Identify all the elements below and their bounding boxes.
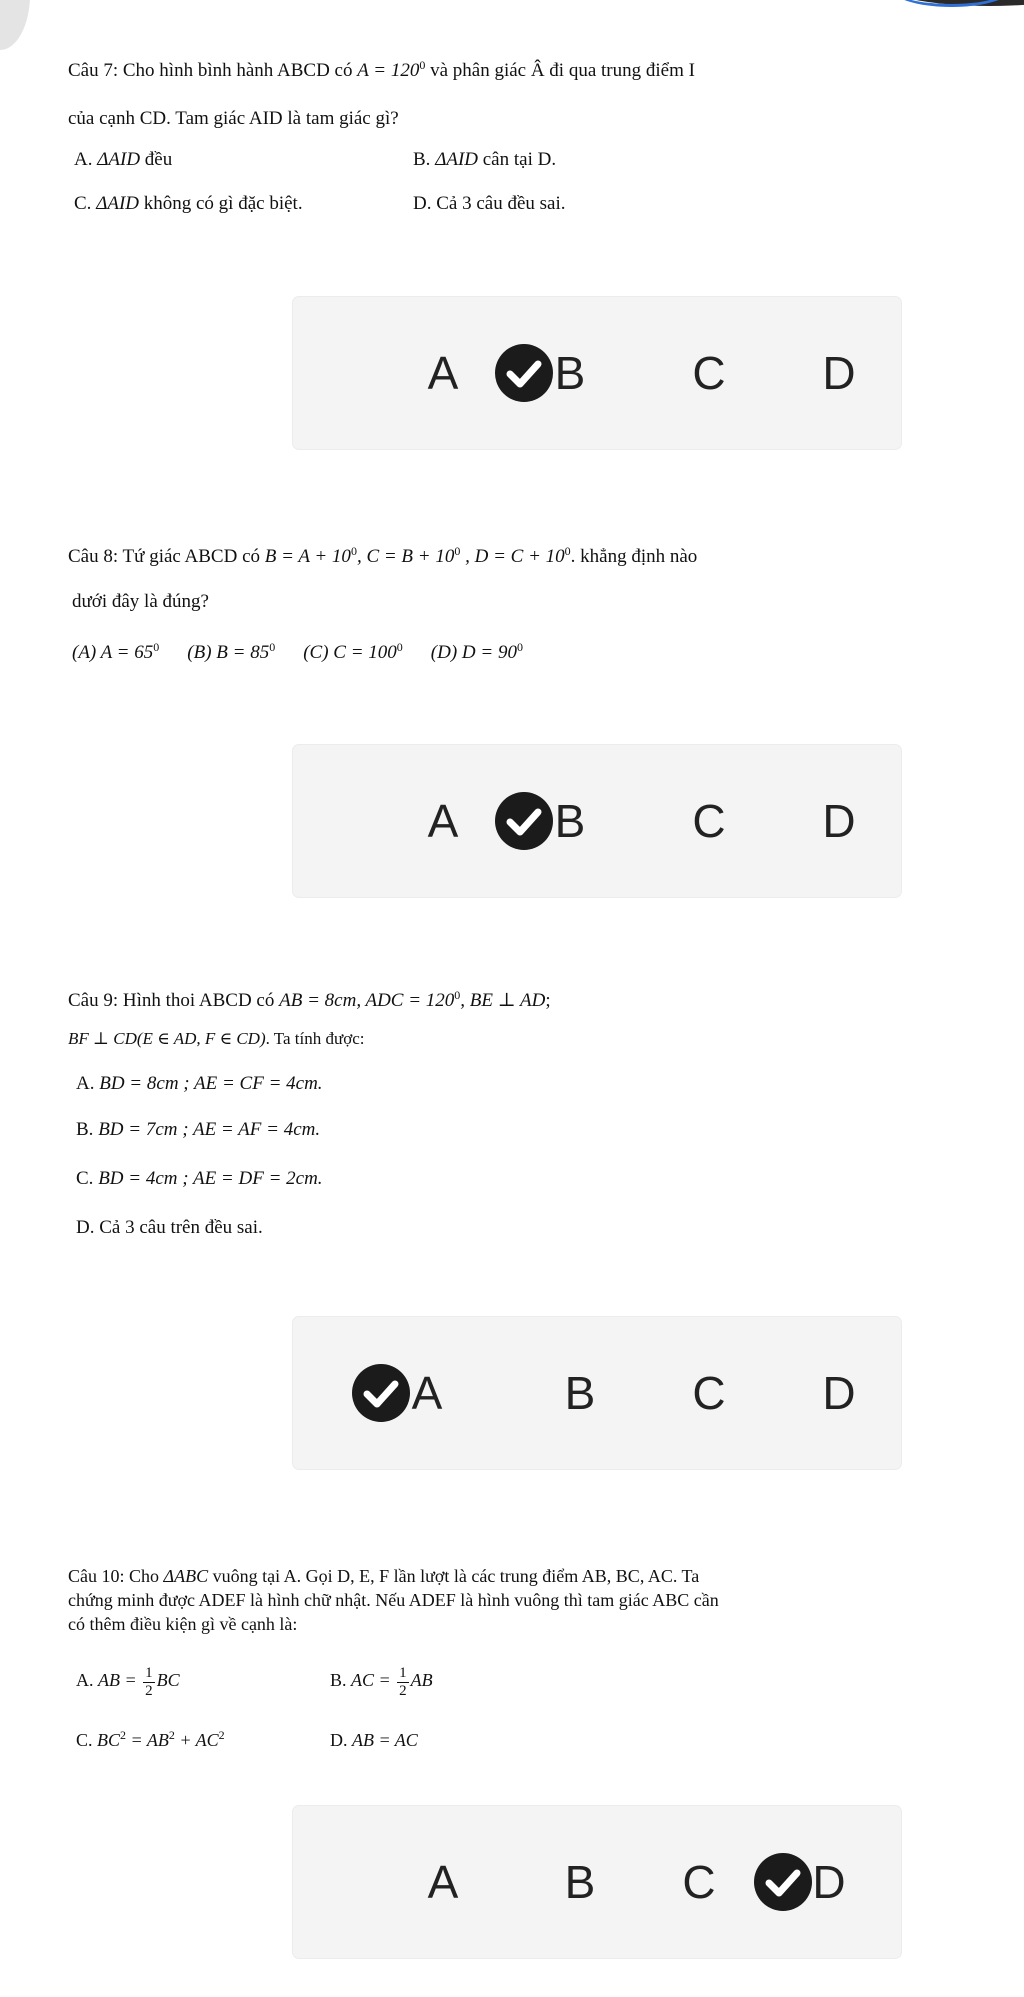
q9-choice-d[interactable]: D [822,1367,856,1419]
q10-choice-b[interactable]: B [564,1856,596,1908]
q9-line-2: BF ⊥ CD(E ∈ AD, F ∈ CD). Ta tính được: [68,1029,365,1048]
corner-decoration [0,0,30,50]
q7-option-b: B. ΔAID cân tại D. [413,149,557,170]
q8-choice-a[interactable]: A [427,795,459,847]
q10-line-3: có thêm điều kiện gì về cạnh là: [68,1614,298,1634]
q7-answer-box [293,297,901,449]
q10-option-b: B. AC = $\frac{1}{2}$ AB [330,1665,433,1699]
q9-option-c: C. BD = 4cm ; AE = DF = 2cm. [76,1168,323,1189]
q8-line-1: Câu 8: Tứ giác ABCD có $B = A + 10^0$, $C = B + 10^0$ , $D = C + 10^0$. khẳng định nào [68,544,698,567]
q8-choice-d[interactable]: D [822,795,856,847]
q10-line-1: Câu 10: Cho ΔABC vuông tại A. Gọi D, E, F lần lượt là các trung điểm AB, BC, AC. Ta [68,1566,700,1586]
q10-option-a: A. AB = $\frac{1}{2}$ BC [76,1665,180,1699]
q7-choice-a[interactable]: A [427,347,459,399]
q7-option-a: A. ΔAID đều [74,149,173,170]
q9-choice-c[interactable]: C [692,1367,726,1419]
q8-options: (A) $A = 65^0$ (B) $B = 85^0$ (C) $C = 100^0$ (D) $D = 90^0$ [72,640,523,663]
q7-choice-d[interactable]: D [822,347,856,399]
q9-option-b: B. BD = 7cm ; AE = AF = 4cm. [76,1119,321,1140]
q10-choice-d[interactable]: D [812,1856,846,1908]
q9-choice-a[interactable]: A [411,1367,443,1419]
q9-answer-box [293,1317,901,1469]
q8-line-2: dưới đây là đúng? [72,591,209,612]
fraction-half: $\frac{1}{2}$ [399,1665,407,1699]
q10-answer-box [293,1806,901,1958]
q7-choice-c[interactable]: C [692,347,726,399]
q7-choice-b[interactable]: B [554,347,586,399]
q7-option-d: D. Cả 3 câu đều sai. [413,193,566,214]
q9-option-a: A. BD = 8cm ; AE = CF = 4cm. [76,1073,323,1094]
fraction-half: $\frac{1}{2}$ [145,1665,153,1699]
q10-option-c: C. $BC^2 = AB^2 + AC^2$ [76,1728,225,1750]
q8-choice-c[interactable]: C [692,795,726,847]
q9-line-1: Câu 9: Hình thoi ABCD có AB = 8cm, ADC = $120^0$, BE ⊥ AD; [68,988,551,1011]
q10-line-2: chứng minh được ADEF là hình chữ nhật. Nếu ADEF là hình vuông thì tam giác ABC cần [68,1590,719,1610]
q10-choice-c[interactable]: C [682,1856,716,1908]
q7-line-2: của cạnh CD. Tam giác AID là tam giác gì? [68,108,399,129]
q10-option-d: D. AB = AC [330,1730,418,1750]
q9-choice-b[interactable]: B [564,1367,596,1419]
q7-line-1: Câu 7: Cho hình bình hành ABCD có $A = 120^0$ và phân giác Â đi qua trung điểm I [68,58,695,81]
q8-answer-box [293,745,901,897]
q9-option-d: D. Cả 3 câu trên đều sai. [76,1217,263,1238]
q10-choice-a[interactable]: A [427,1856,459,1908]
q7-option-c: C. ΔAID không có gì đặc biệt. [74,193,303,214]
q8-choice-b[interactable]: B [554,795,586,847]
